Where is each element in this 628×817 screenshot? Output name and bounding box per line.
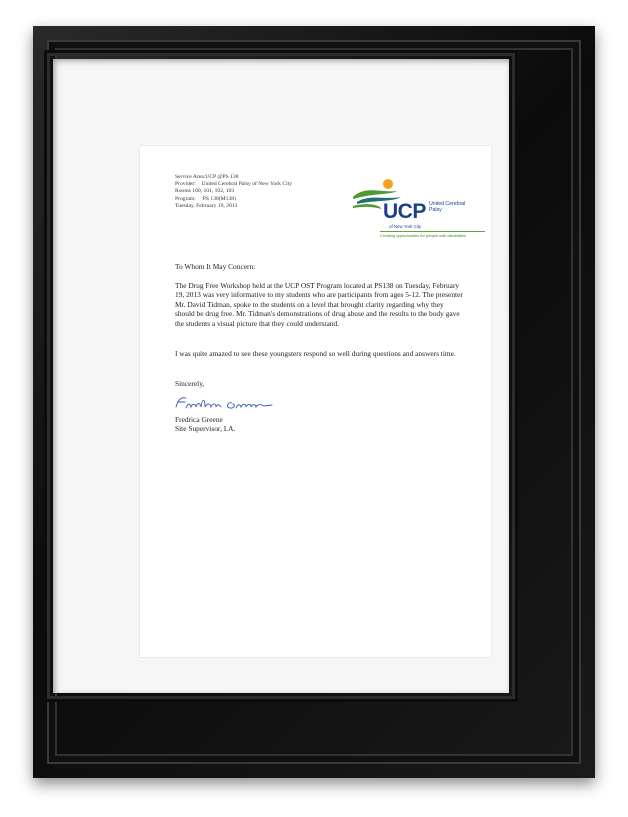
paragraph-1: The Drug Free Workshop held at the UCP OST Program located at PS138 on Tuesday, February 19, 2013 was very informative to my students who are participants from ages 5-12. The presenter Mr. David Tidman, spoke to the students on a level that brought clarity regarding why they should be drug free. Mr. Tidman's demonstrations of drug abuse and the results to the body gave the students a visual picture that they could understand. — [175, 281, 463, 328]
salutation: To Whom It May Concern: — [175, 262, 256, 271]
header-line-provider: Provider: United Cerebral Palsy of New York City — [175, 181, 292, 188]
paragraph-2: I was quite amazed to see these youngsters respond so well during questions and answers time. — [175, 349, 456, 358]
closing: Sincerely, — [175, 379, 205, 388]
signer-name: Fredrica Greene — [175, 415, 223, 424]
signer-title: Site Supervisor, I.A. — [175, 424, 236, 434]
signer-block — [175, 415, 235, 434]
letter-header — [175, 174, 292, 210]
header-line-service-area: Service Area:UCP @PS 138 — [175, 174, 239, 180]
header-line-program: Program: PS 138(M138) — [175, 195, 236, 202]
ucp-logo — [351, 175, 486, 240]
letter-paper — [140, 146, 491, 657]
header-line-date: Tuesday, February 19, 2013 — [175, 202, 238, 209]
logo-subtitle: United Cerebral Palsy — [429, 201, 466, 213]
logo-tagline: Creating opportunities for people with disabilities — [380, 231, 485, 238]
logo-location: of New York City — [389, 224, 422, 229]
signature-icon — [172, 393, 287, 415]
header-line-rooms: Rooms 100, 101, 102, 103 — [175, 188, 235, 195]
logo-wordmark: UCP — [383, 200, 426, 223]
